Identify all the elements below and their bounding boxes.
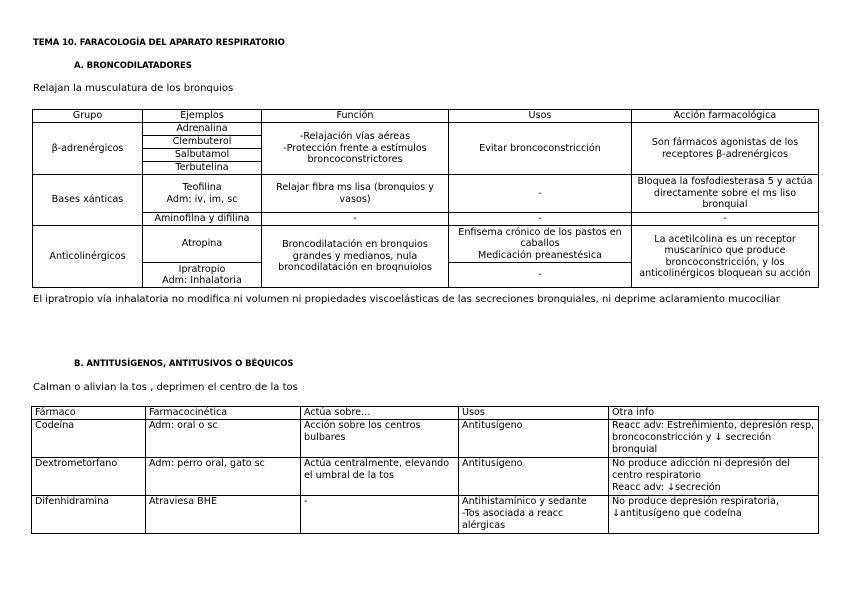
example-cell: Teofilina Adm: iv, im, sc (143, 175, 262, 213)
uses-cell: Antitusígeno (459, 458, 609, 496)
header-accion: Acción farmacológica (632, 110, 819, 123)
header-usos: Usos (449, 110, 632, 123)
bronchodilators-table (32, 109, 819, 288)
document-title: TEMA 10. FARACOLOGÍA DEL APARATO RESPIRATORIO (33, 38, 285, 48)
table-header-row (33, 110, 819, 123)
function-cell: -Relajación vías aéreas -Protección frente a estímulos broncoconstrictores (262, 123, 449, 175)
function-cell: - (262, 213, 449, 226)
pharmacokinetics-cell: Atraviesa BHE (146, 496, 301, 534)
other-info-cell: Reacc adv: Estreñimiento, depresión resp, broncoconstricción y ↓ secreción bronquial (609, 420, 819, 458)
header-funcion: Función (262, 110, 449, 123)
table-row (32, 420, 819, 458)
ipratropium-note: El ipratropio vía inhalatoria no modifica ni volumen ni propiedades viscoelásticas de las secreciones bronquiales, ni deprime aclaramiento mucociliar (33, 294, 780, 305)
table-row (32, 496, 819, 534)
drug-cell: Codeína (32, 420, 146, 458)
action-cell: Son fármacos agonistas de los receptores β-adrenérgicos (632, 123, 819, 175)
function-cell: Relajar fibra ms lisa (bronquios y vasos) (262, 175, 449, 213)
section-a-heading: A. BRONCODILATADORES (74, 61, 192, 71)
pharmacokinetics-cell: Adm: perro oral, gato sc (146, 458, 301, 496)
uses-cell: - (449, 175, 632, 213)
table-row (32, 458, 819, 496)
acts-on-cell: Actúa centralmente, elevando el umbral de la tos (301, 458, 459, 496)
example-cell: Aminofilna y difilina (143, 213, 262, 226)
header-farmacocinetica: Farmacocinética (146, 407, 301, 420)
example-cell: Salbutamol (143, 149, 262, 162)
section-b-intro: Calman o alivian la tos , deprimen el centro de la tos (33, 382, 298, 393)
header-actua-sobre: Actúa sobre… (301, 407, 459, 420)
action-cell: Bloquea la fosfodiesterasa 5 y actúa directamente sobre el ms liso bronquial (632, 175, 819, 213)
header-otra-info: Otra info (609, 407, 819, 420)
drug-cell: Difenhidramina (32, 496, 146, 534)
drug-cell: Dextrometorfano (32, 458, 146, 496)
acts-on-cell: - (301, 496, 459, 534)
pharmacokinetics-cell: Adm: oral o sc (146, 420, 301, 458)
group-cell: Bases xánticas (33, 175, 143, 226)
header-ejemplos: Ejemplos (143, 110, 262, 123)
acts-on-cell: Acción sobre los centros bulbares (301, 420, 459, 458)
header-usos: Usos (459, 407, 609, 420)
action-cell: La acetilcolina es un receptor muscarínico que produce broncoconstricción, y los anticolinérgicos bloquean su acción (632, 226, 819, 288)
header-farmaco: Fármaco (32, 407, 146, 420)
section-a-intro: Relajan la musculatura de los bronquios (33, 83, 234, 94)
antitussives-table (31, 406, 819, 534)
function-cell: Broncodilatación en bronquios grandes y medianos, nula broncodilatación en broqnuiolos (262, 226, 449, 288)
table-row (33, 123, 819, 136)
example-cell: Terbutelina (143, 162, 262, 175)
example-cell: Clembuterol (143, 136, 262, 149)
example-cell: Ipratropio Adm: Inhalatoria (143, 263, 262, 288)
table-row (33, 175, 819, 213)
table-row (33, 213, 819, 226)
example-cell: Adrenalina (143, 123, 262, 136)
section-b-heading: B. ANTITUSÍGENOS, ANTITUSIVOS O BÉQUICOS (74, 359, 294, 369)
uses-cell: - (449, 213, 632, 226)
header-grupo: Grupo (33, 110, 143, 123)
action-cell: - (632, 213, 819, 226)
uses-cell: - (449, 263, 632, 288)
other-info-cell: No produce adicción ni depresión del centro respiratorio Reacc adv: ↓secreción (609, 458, 819, 496)
example-cell: Atropina (143, 226, 262, 263)
uses-cell: Antitusígeno (459, 420, 609, 458)
table-row (33, 226, 819, 263)
uses-cell: Enfisema crónico de los pastos en caballos Medicación preanestésica (449, 226, 632, 263)
group-cell: Anticolinérgicos (33, 226, 143, 288)
uses-cell: Antihistamínico y sedante -Tos asociada a reacc alérgicas (459, 496, 609, 534)
uses-cell: Evitar broncoconstricción (449, 123, 632, 175)
other-info-cell: No produce depresión respiratoria, ↓antitusígeno que codeína (609, 496, 819, 534)
table-header-row (32, 407, 819, 420)
group-cell: β-adrenérgicos (33, 123, 143, 175)
